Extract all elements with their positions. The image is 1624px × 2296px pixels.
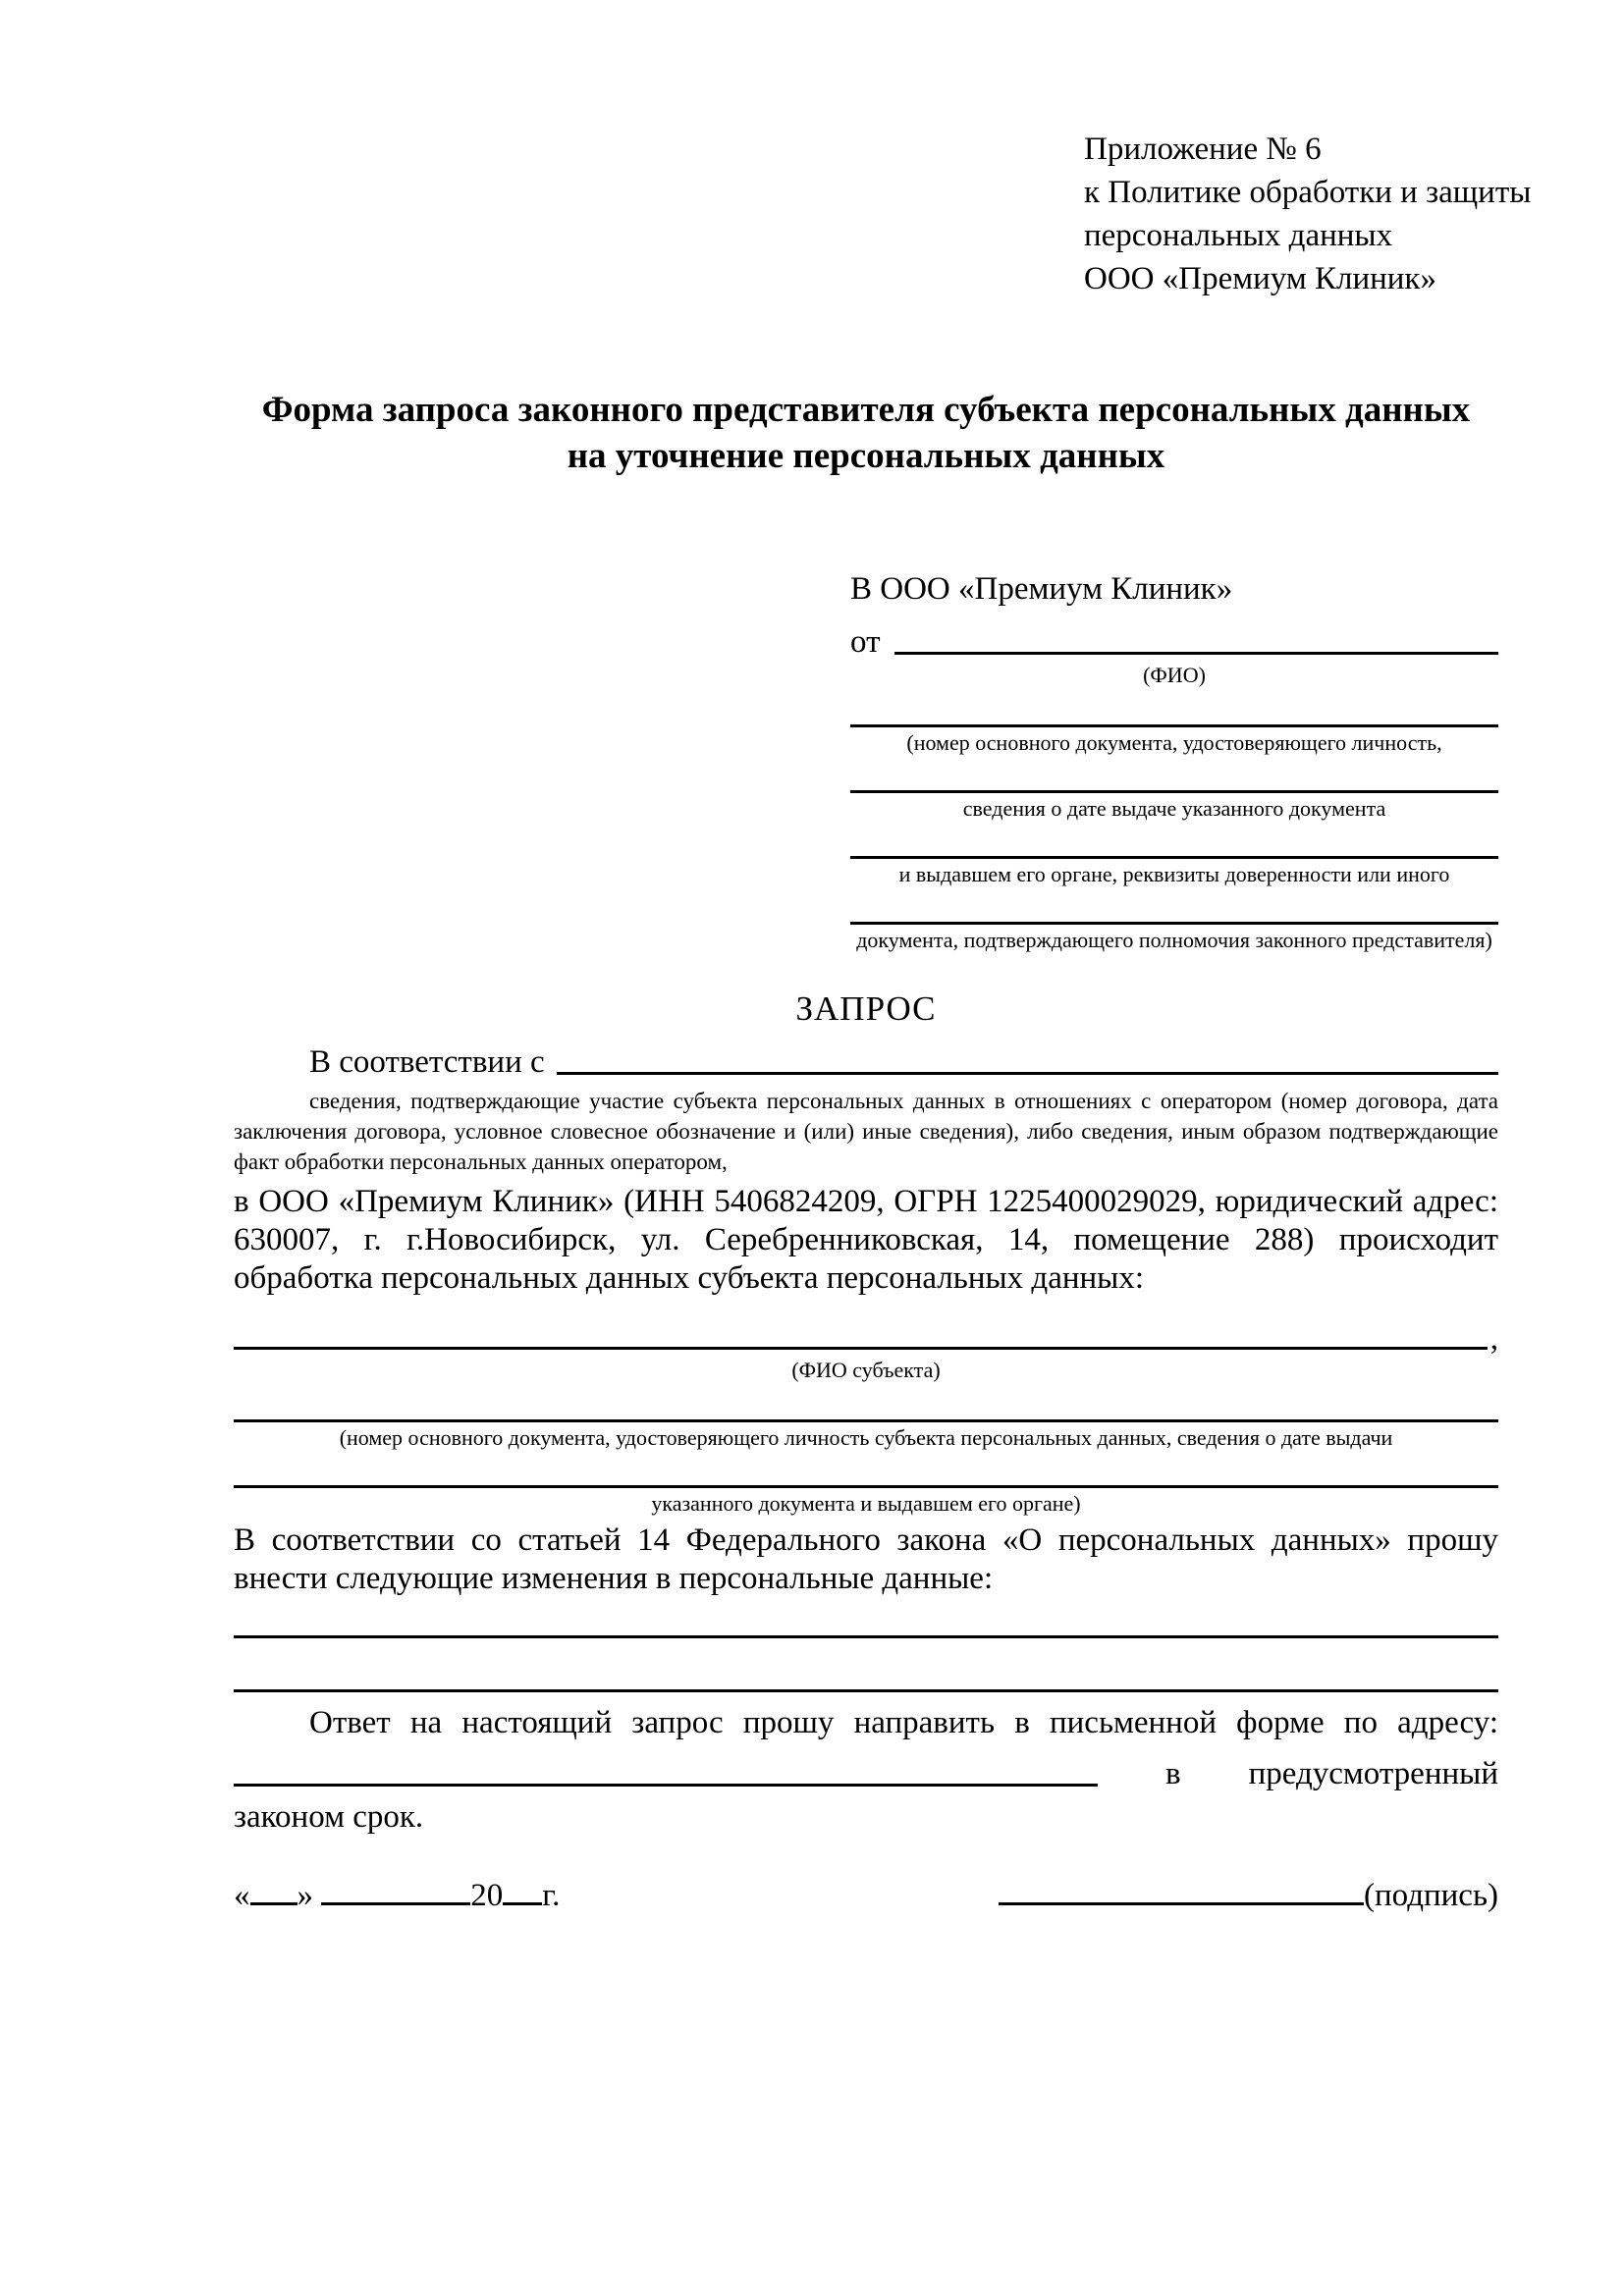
answer-address-row — [234, 1748, 1498, 1793]
form-title — [234, 387, 1498, 479]
field-caption: сведения о дате выдаче указанного документа — [962, 796, 1386, 821]
addressee-organization: В ООО «Премиум Клиник» — [850, 571, 1233, 607]
date-field — [234, 1876, 560, 1915]
representative-doc-field — [850, 790, 1498, 823]
changes-blank-line — [234, 1689, 1498, 1692]
field-caption: документа, подтверждающего полномочия законного представителя) — [856, 928, 1492, 952]
form-title-line: на уточнение персональных данных — [567, 436, 1165, 476]
representative-doc-field — [850, 922, 1498, 954]
request-heading: ЗАПРОС — [795, 989, 937, 1028]
blank-line — [234, 1347, 1488, 1350]
intro-row — [234, 1037, 1498, 1082]
document-content — [234, 0, 1532, 1915]
open-quote: « — [234, 1878, 250, 1913]
addressee-block — [850, 569, 1498, 954]
blank-line — [850, 856, 1498, 859]
answer-word: предусмотренный — [1248, 1756, 1498, 1791]
changes-blank-line — [234, 1635, 1498, 1638]
signature-blank-line — [999, 1876, 1364, 1905]
from-row — [850, 614, 1498, 662]
subject-fio-caption: (ФИО субъекта) — [791, 1358, 941, 1382]
subject-doc-field — [234, 1485, 1498, 1518]
appendix-line: Приложение № 6 — [1084, 132, 1322, 167]
address-blank-line — [234, 1784, 1098, 1787]
operator-paragraph-line: 630007, г. г.Новосибирск, ул. Серебренниковская, 14, помещение 288) происходит — [234, 1222, 1498, 1257]
from-blank-line — [894, 652, 1499, 655]
year-blank-line — [503, 1876, 542, 1905]
appendix-line: персональных данных — [1084, 218, 1393, 253]
answer-paragraph-line: Ответ на настоящий запрос прошу направить в письменной форме по адресу: — [309, 1705, 1498, 1740]
law-paragraph-line: В соответствии со статьей 14 Федерального закона «О персональных данных» прошу — [234, 1522, 1498, 1558]
law-paragraph — [234, 1522, 1498, 1598]
intro-prefix: В соответствии с — [309, 1044, 545, 1080]
close-quote: » — [297, 1878, 313, 1913]
operator-paragraph-line: в ООО «Премиум Клиник» (ИНН 5406824209, ОГРН 1225400029029, юридический адрес: — [234, 1184, 1498, 1219]
subject-fio-row — [234, 1317, 1498, 1357]
field-caption: указанного документа и выдавшем его органе) — [651, 1491, 1081, 1516]
field-caption: (номер основного документа, удостоверяющего личность субъекта персональных данных, сведения о дате выдачи — [339, 1425, 1393, 1450]
law-paragraph-line: внести следующие изменения в персональные данные: — [234, 1561, 994, 1596]
comma: , — [1489, 1321, 1498, 1357]
from-label: от — [850, 624, 881, 660]
explanatory-note: сведения, подтверждающие участие субъекта персональных данных в отношениях с оператором (номер договора, дата заключения договора, условное словесное обозначение и (или) иные сведения), либо сведения, иным образом подтверждающие факт обработки персональных данных оператором, — [234, 1089, 1498, 1174]
month-blank-line — [321, 1876, 470, 1905]
date-signature-row — [234, 1876, 1498, 1915]
fio-caption: (ФИО) — [1143, 663, 1206, 687]
appendix-block — [1084, 128, 1532, 300]
representative-doc-field — [850, 856, 1498, 888]
answer-word: в — [1165, 1756, 1181, 1791]
operator-paragraph-line: обработка персональных данных субъекта персональных данных: — [234, 1260, 1144, 1296]
blank-line — [850, 790, 1498, 793]
year-suffix: г. — [542, 1878, 561, 1913]
field-caption: и выдавшем его органе, реквизиты доверенности или иного — [898, 862, 1450, 886]
field-caption: (номер основного документа, удостоверяющего личность, — [906, 730, 1442, 755]
form-title-line: Форма запроса законного представителя субъекта персональных данных — [261, 390, 1471, 430]
appendix-line: ООО «Премиум Клиник» — [1084, 261, 1436, 296]
blank-line — [850, 724, 1498, 727]
appendix-line: к Политике обработки и защиты — [1084, 175, 1532, 210]
signature-caption: (подпись) — [1364, 1878, 1498, 1913]
day-blank-line — [250, 1876, 298, 1905]
blank-line — [234, 1419, 1498, 1422]
blank-line — [557, 1072, 1498, 1075]
year-prefix: 20 — [470, 1878, 504, 1913]
blank-line — [234, 1485, 1498, 1488]
blank-line — [850, 922, 1498, 925]
operator-paragraph — [234, 1183, 1498, 1298]
representative-doc-field — [850, 724, 1498, 757]
subject-doc-field — [234, 1419, 1498, 1452]
answer-paragraph-tail: законом срок. — [234, 1799, 424, 1835]
signature-field — [999, 1876, 1498, 1915]
